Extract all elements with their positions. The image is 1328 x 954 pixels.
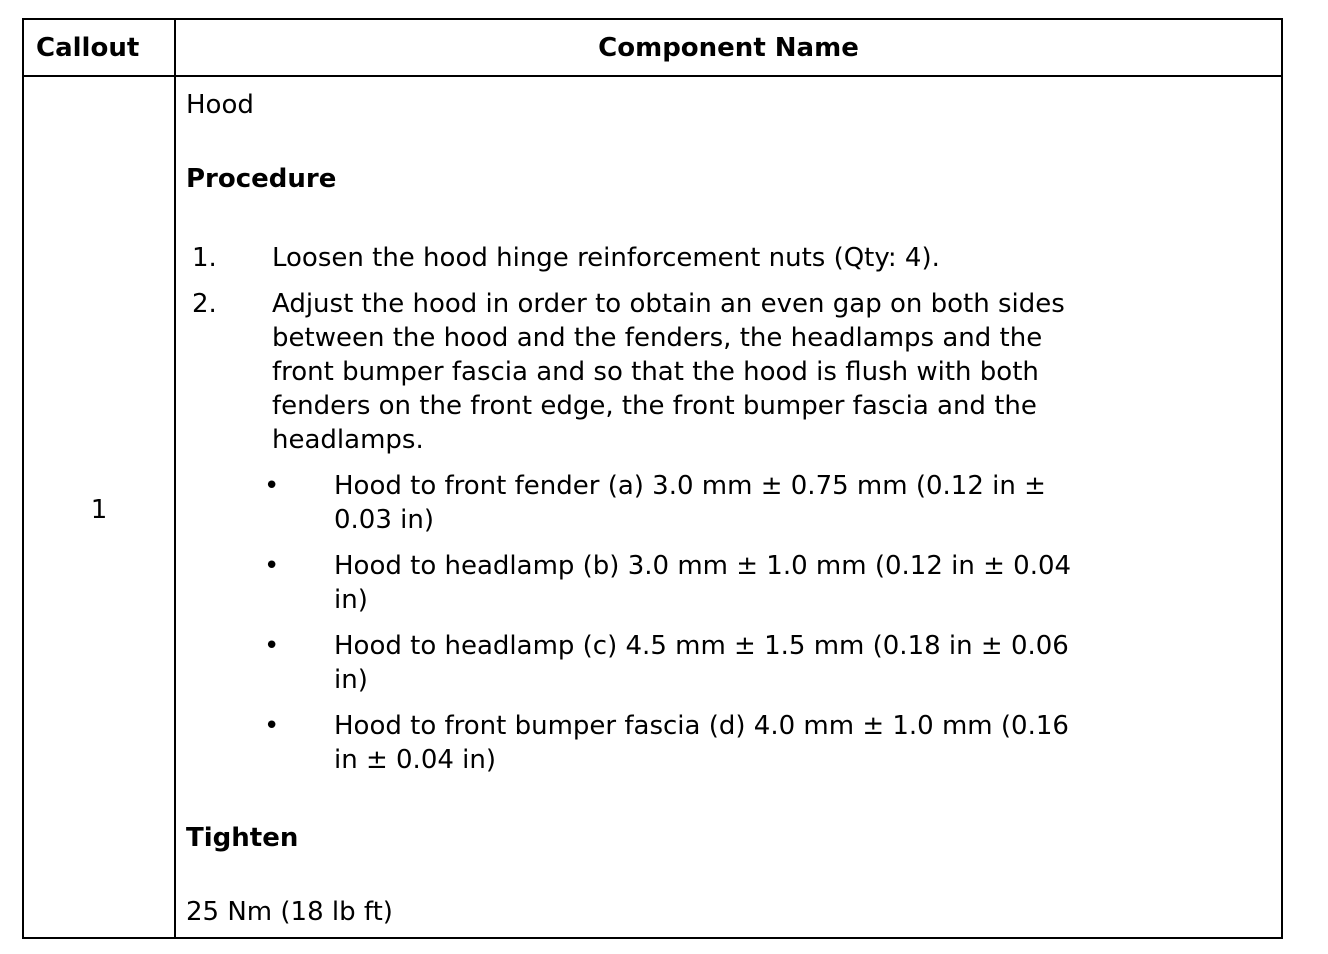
step-text: fenders on the front edge, the front bumper fascia and the bbox=[272, 391, 1037, 421]
header-callout: Callout bbox=[36, 33, 140, 63]
step-text: headlamps. bbox=[272, 425, 424, 455]
bullet-icon: • bbox=[264, 471, 280, 501]
bullet-icon: • bbox=[264, 631, 280, 661]
spec-line: Hood to front bumper fascia (d) 4.0 mm ± 1.0 mm (0.16 bbox=[334, 711, 1069, 741]
step-text: front bumper fascia and so that the hood is flush with both bbox=[272, 357, 1039, 387]
callout-number: 1 bbox=[90, 495, 108, 525]
header-component-name: Component Name bbox=[598, 33, 859, 63]
spec-line: in ± 0.04 in) bbox=[334, 745, 497, 775]
component-title: Hood bbox=[186, 90, 254, 120]
step-number: 2. bbox=[192, 289, 217, 319]
header-divider bbox=[24, 75, 1281, 77]
spec-line: 0.03 in) bbox=[334, 505, 435, 535]
spec-line: in) bbox=[334, 585, 368, 615]
spec-line: Hood to headlamp (b) 3.0 mm ± 1.0 mm (0.12 in ± 0.04 bbox=[334, 551, 1072, 581]
step-text: Loosen the hood hinge reinforcement nuts (Qty: 4). bbox=[272, 243, 940, 273]
procedure-heading: Procedure bbox=[186, 164, 337, 194]
column-divider bbox=[174, 20, 176, 937]
tighten-heading: Tighten bbox=[186, 823, 299, 853]
spec-line: Hood to headlamp (c) 4.5 mm ± 1.5 mm (0.18 in ± 0.06 bbox=[334, 631, 1069, 661]
torque-value: 25 Nm (18 lb ft) bbox=[186, 897, 393, 927]
step-text: Adjust the hood in order to obtain an even gap on both sides bbox=[272, 289, 1065, 319]
component-table bbox=[22, 18, 1283, 939]
bullet-icon: • bbox=[264, 711, 280, 741]
step-text: between the hood and the fenders, the headlamps and the bbox=[272, 323, 1043, 353]
spec-line: Hood to front fender (a) 3.0 mm ± 0.75 mm (0.12 in ± bbox=[334, 471, 1046, 501]
bullet-icon: • bbox=[264, 551, 280, 581]
spec-line: in) bbox=[334, 665, 368, 695]
step-number: 1. bbox=[192, 243, 217, 273]
